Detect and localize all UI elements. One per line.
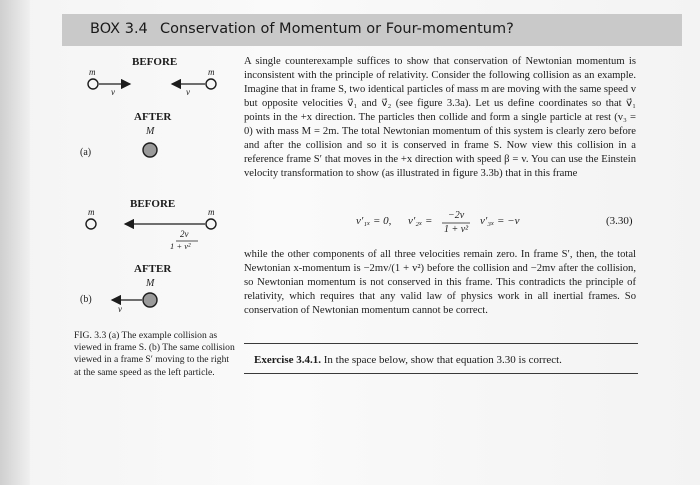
equation-term-2-numerator: −2v — [448, 210, 465, 221]
particle-left-a — [88, 79, 98, 89]
exercise-label: Exercise 3.4.1. — [254, 354, 322, 366]
velocity-denominator-b: 1 + v² — [170, 241, 191, 251]
merged-particle-b — [143, 293, 157, 307]
box-title: Conservation of Momentum or Four-momentum? — [160, 21, 514, 37]
left-mass-label-b: m — [88, 207, 95, 217]
equation-term-2-lhs: v′₂ₓ = — [408, 215, 433, 227]
particle-left-b — [86, 219, 96, 229]
right-mass-label-b: m — [208, 207, 215, 217]
body-paragraph-2 — [244, 248, 636, 318]
merged-mass-label-b: M — [146, 278, 155, 289]
after-title-a: AFTER — [134, 111, 172, 123]
left-mass-label-a: m — [89, 67, 96, 77]
equation-number: (3.30) — [606, 215, 633, 227]
equation-term-1: v′₁ₓ = 0, — [356, 215, 392, 227]
particle-right-b — [206, 219, 216, 229]
panel-label-a: (a) — [80, 147, 92, 158]
particle-right-a — [206, 79, 216, 89]
equation-term-2-denominator: 1 + v² — [444, 224, 469, 235]
exercise-text: In the space below, show that equation 3.30 is correct. — [323, 354, 562, 366]
paragraph-2-text: while the other components of all three velocities remain zero. In frame S′, then, the total Newtonian x-momentum is −2mv/(1 + v²) before the collision and −2mv after the collision, so Newtonian momentum is not conserved in this frame. This contradicts the principle of relativity, which requires that any valid law of physics work in all inertial frames. So conservation of Newtonian momentum cannot be correct. — [244, 249, 636, 316]
merged-mass-label-a: M — [146, 126, 155, 137]
exercise-top-rule — [244, 343, 638, 344]
figure-caption: FIG. 3.3 (a) The example collision as viewed in frame S. (b) The same collision viewed in a frame S′ moving to the right at the same speed as the left particle. — [74, 330, 235, 378]
exercise-block — [254, 354, 562, 366]
left-velocity-label-a: v — [111, 87, 115, 97]
exercise-bottom-rule — [244, 373, 638, 374]
after-title-b: AFTER — [134, 263, 172, 275]
before-title-b: BEFORE — [130, 198, 176, 210]
velocity-numerator-b: 2v — [180, 229, 189, 239]
before-title-a: BEFORE — [132, 56, 178, 68]
equation-3-30 — [356, 210, 636, 242]
after-velocity-label-b: v — [118, 304, 122, 314]
merged-particle-a — [143, 143, 157, 157]
right-velocity-label-a: v — [186, 87, 190, 97]
panel-label-b: (b) — [80, 294, 92, 305]
right-mass-label-a: m — [208, 67, 215, 77]
box-label: BOX 3.4 — [90, 21, 148, 37]
equation-term-3: v′₃ₓ = −v — [480, 215, 520, 227]
body-paragraph-1 — [244, 55, 636, 181]
paragraph-1-text: A single counterexample suffices to show that conservation of Newtonian momentum is inconsistent with the principle of relativity. Consider the following collision as an example. Imagine that in frame S, two identical particles of mass m are moving with the same speed v but opposite velocities v⃗₁ and v⃗₂ (see figure 3.3a). Let us define coordinates so that v⃗₁ points in the +x direction. The particles then collide and form a single particle at rest (v₃ = 0) with mass M = 2m. The total Newtonian momentum of this system is clearly zero before and after the collision and so it is conserved in frame S. Now view this collision in a reference frame S′ that moves in the +x direction with speed β = v. You can use the Einstein velocity transformation to show (as illustrated in figure 3.3b) that in this frame — [244, 56, 636, 179]
